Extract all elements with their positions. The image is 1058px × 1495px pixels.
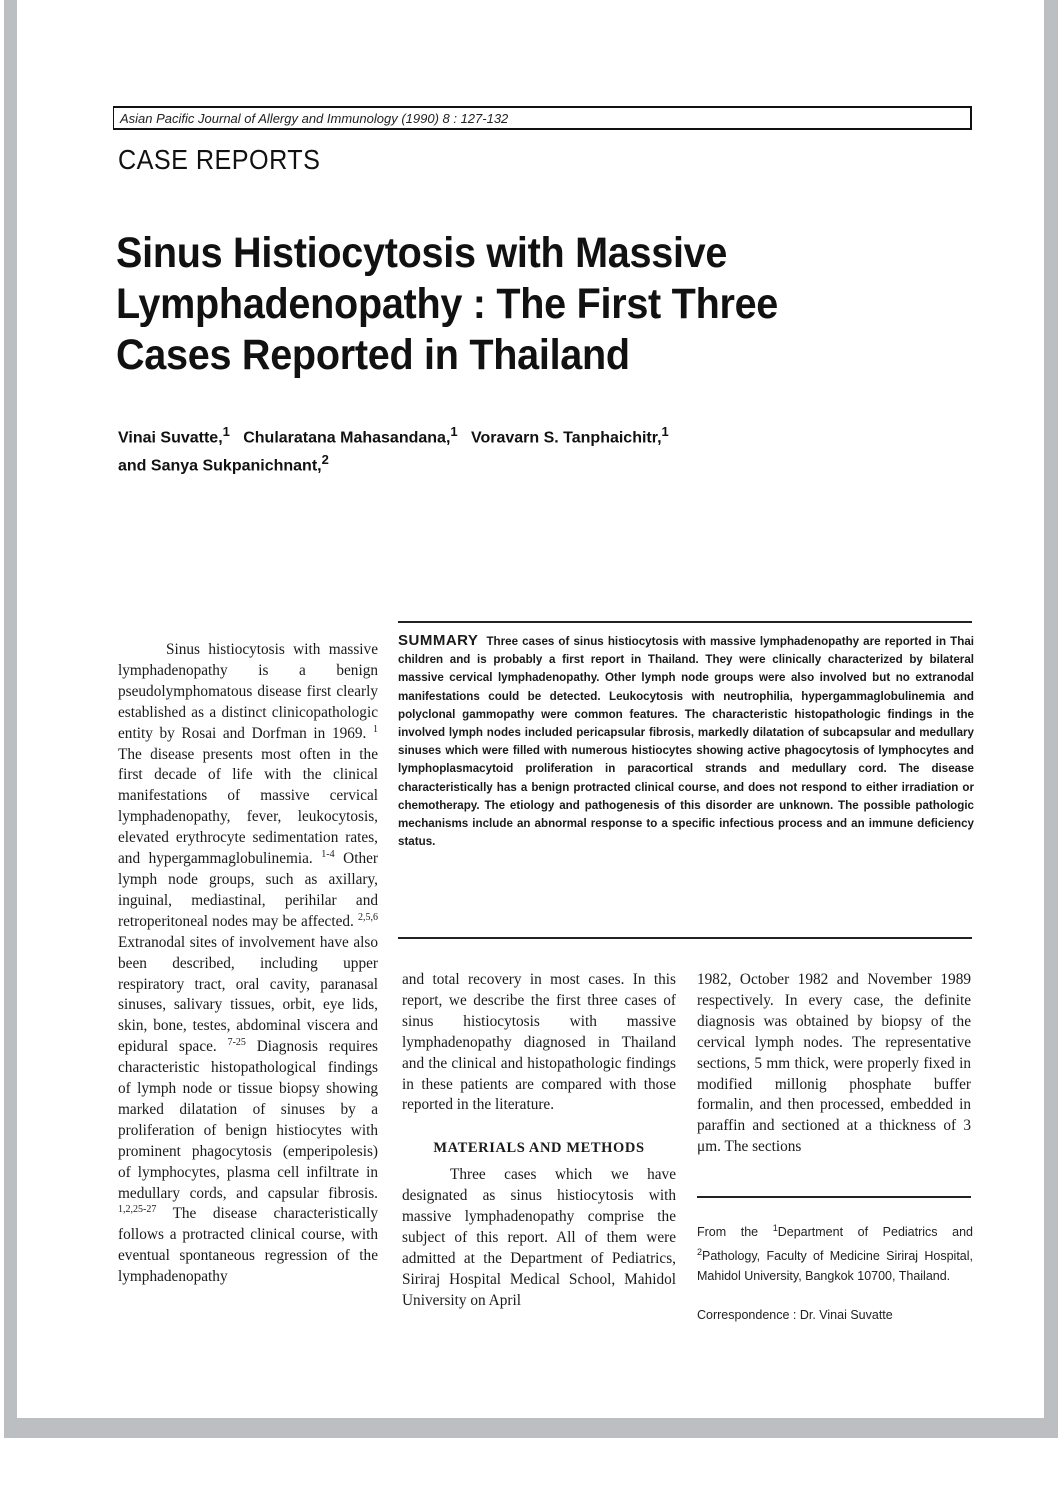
summary-heading: SUMMARY bbox=[398, 632, 479, 649]
author-affiliation: 2 bbox=[321, 452, 329, 468]
intro-text: Diagnosis requires characteristic histopathological findings of lymph node or tissue biopsy showing marked dilatation of sinuses by a proliferation of benign histiocytes with prominent phagocytosis (emperipolesis) of lymphocytes, plasma cell infiltrate in medullary cords, and capsular fibrosis. bbox=[118, 1038, 378, 1202]
intro-text: Other lymph node groups, such as axillary, inguinal, mediastinal, perihilar and retroperitoneal nodes may be affected. bbox=[118, 850, 379, 930]
intro-text: The disease characteristically follows a protracted clinical course, with eventual spontaneous regression of the lymphadenopathy bbox=[118, 1205, 378, 1286]
summary-top-rule bbox=[398, 621, 972, 623]
journal-citation: Asian Pacific Journal of Allergy and Immunology (1990) 8 : 127-132 bbox=[120, 111, 509, 126]
citation-ref: 1-4 bbox=[321, 848, 335, 860]
author: Voravarn S. Tanphaichitr, bbox=[470, 429, 662, 447]
author-affiliation: 1 bbox=[222, 424, 230, 439]
author-affiliation: 1 bbox=[661, 424, 669, 439]
footnote-text: Department of Pediatrics and bbox=[777, 1225, 973, 1240]
author: and Sanya Sukpanichnant, bbox=[118, 457, 322, 475]
citation-ref: 7-25 bbox=[227, 1037, 246, 1049]
footnote-text: From the bbox=[697, 1225, 773, 1240]
footnote-text: Pathology, Faculty of Medicine Siriraj Hospital, Mahidol University, Bangkok 10700, Thailand. bbox=[697, 1249, 973, 1284]
column-two bbox=[402, 970, 676, 1312]
summary-bottom-rule bbox=[398, 937, 972, 939]
intro-text: The disease presents most often in the first decade of life with the clinical manifestations of massive cervical lymphadenopathy, fever, leukocytosis, elevated erythrocyte sedimentation rates, and hypergammaglobulinemia. bbox=[118, 745, 378, 868]
scan-edge-left bbox=[4, 0, 17, 1438]
intro-text: Extranodal sites of involvement have also been described, including upper respiratory tract, oral cavity, paranasal sinuses, salivary tissues, orbit, eye lids, skin, bone, testes, abdominal viscera and epidural space. bbox=[118, 933, 378, 1056]
section-label: CASE REPORTS bbox=[118, 144, 321, 175]
scan-edge-right bbox=[1044, 0, 1058, 1438]
affiliation-marker: 2 bbox=[697, 1247, 703, 1258]
scan-edge-bottom bbox=[4, 1418, 1058, 1438]
author: Chularatana Mahasandana, bbox=[243, 429, 451, 447]
intro-continued: and total recovery in most cases. In this report, we describe the first three cases of sinus histiocytosis with massive lymphadenopathy diagnosed in Thailand and the clinical and histopathologic findings in these patients are compared with those reported in the literature. bbox=[402, 971, 676, 1114]
summary-text: Three cases of sinus histiocytosis with massive lymphadenopathy are reported in Thai children and is probably a first report in Thailand. They were clinically characterized by bilateral massive cervical lymphadenopathy. Other lymph node groups were also involved but no extranodal manifestations could be detected. Leukocytosis with neutrophilia, hypergammaglobulinemia and polyclonal gammopathy were common features. The characteristic histopathologic findings in the involved lymph nodes included pericapsular fibrosis, markedly dilatation of subcapsular and medullary sinuses which were filled with numerous histiocytes showing active phagocytosis of lymphocytes and lymphoplasmacytoid proliferation in paracortical strands and medullary cord. The disease characteristically has a benign protracted clinical course, and does not respond to either irradiation or chemotherapy. The etiology and pathogenesis of this disorder are unknown. The possible pathologic mechanisms include an abnormal response to a specific infectious process and an immune deficiency status. bbox=[398, 635, 974, 849]
affiliation-footnote bbox=[697, 1218, 973, 1325]
intro-text: Sinus histiocytosis with massive lymphadenopathy is a benign pseudolymphomatous disease first clearly established as a distinct clinicopathologic entity by Rosai and Dorfman in 1969. bbox=[118, 641, 378, 742]
article-title: Sinus Histiocytosis with Massive Lymphadenopathy : The First Three Cases Reported in Thailand bbox=[116, 229, 779, 379]
affiliation-text bbox=[697, 1218, 973, 1286]
author: Vinai Suvatte, bbox=[118, 429, 223, 447]
section-heading-methods: MATERIALS AND METHODS bbox=[433, 1140, 645, 1157]
summary-abstract bbox=[398, 632, 974, 851]
author-affiliation: 1 bbox=[450, 424, 458, 439]
author-list bbox=[118, 421, 669, 478]
column-three bbox=[697, 970, 971, 1158]
citation-ref: 1,2,25-27 bbox=[118, 1204, 157, 1216]
correspondence: Correspondence : Dr. Vinai Suvatte bbox=[697, 1308, 893, 1323]
footnote-rule bbox=[697, 1196, 971, 1198]
methods-paragraph: Three cases which we have designated as sinus histiocytosis with massive lymphadenopathy comprise the subject of this report. All of them were admitted at the Department of Pediatrics, Siriraj Hospital Medical School, Mahidol University on April bbox=[402, 1166, 676, 1309]
intro-column bbox=[118, 640, 378, 1288]
citation-ref: 2,5,6 bbox=[358, 911, 378, 923]
affiliation-marker: 1 bbox=[772, 1223, 778, 1233]
methods-paragraph-continued: 1982, October 1982 and November 1989 respectively. In every case, the definite diagnosis was obtained by biopsy of the cervical lymph nodes. The representative sections, 5 mm thick, were properly fixed in modified millonig phosphate buffer formalin, and then processed, embedded in paraffin and sectioned at a thickness of 3 μm. The sections bbox=[697, 971, 971, 1156]
journal-header-box bbox=[113, 106, 972, 130]
citation-ref: 1 bbox=[373, 723, 379, 735]
